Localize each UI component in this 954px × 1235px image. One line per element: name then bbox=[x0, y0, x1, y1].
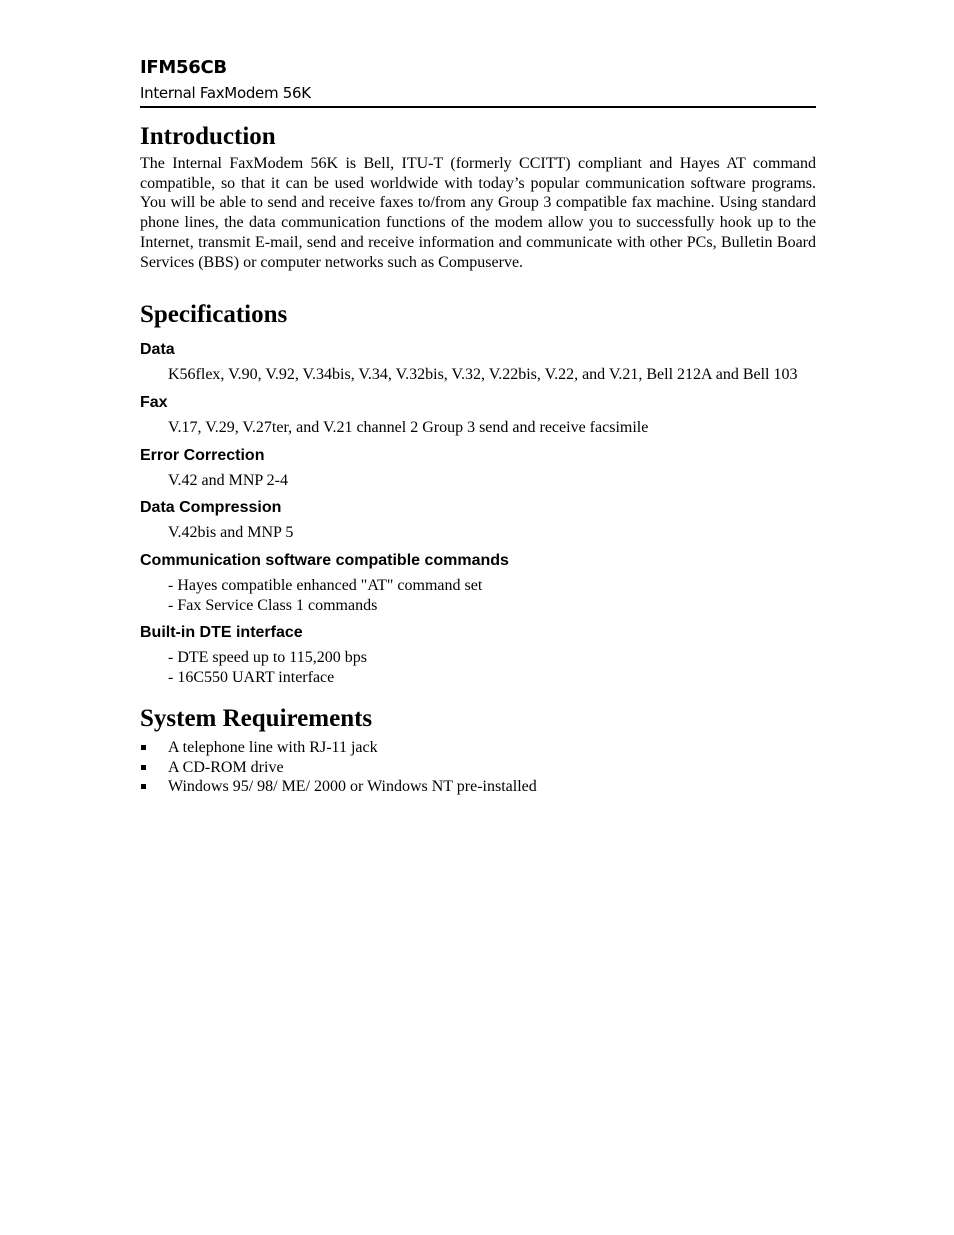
spec-line: - 16C550 UART interface bbox=[168, 669, 335, 687]
spec-heading: Data Compression bbox=[140, 499, 282, 517]
header-model-name: IFM56CB bbox=[140, 57, 227, 78]
spec-line: V.42 and MNP 2-4 bbox=[168, 471, 289, 489]
spec-item-commands bbox=[140, 551, 816, 615]
list-item-text: A CD-ROM drive bbox=[168, 758, 284, 776]
square-bullet-icon bbox=[141, 784, 146, 789]
list-item bbox=[140, 758, 816, 778]
list-item bbox=[140, 738, 816, 758]
spec-heading: Fax bbox=[140, 393, 168, 411]
specifications-title: Specifications bbox=[140, 301, 288, 329]
spec-heading: Built-in DTE interface bbox=[140, 624, 303, 642]
document-page bbox=[140, 56, 816, 797]
spec-value bbox=[140, 471, 816, 491]
spec-value bbox=[140, 523, 816, 543]
spec-heading: Data bbox=[140, 341, 175, 359]
spec-line: - Fax Service Class 1 commands bbox=[168, 596, 378, 614]
spec-value bbox=[140, 576, 816, 615]
list-item-text: A telephone line with RJ-11 jack bbox=[168, 738, 378, 756]
spec-item-data-compression bbox=[140, 498, 816, 543]
spec-value bbox=[140, 365, 816, 385]
spec-value bbox=[140, 418, 816, 438]
header-product-name: Internal FaxModem 56K bbox=[140, 84, 311, 102]
system-requirements-list bbox=[140, 738, 816, 797]
spec-line: V.17, V.29, V.27ter, and V.21 channel 2 Group 3 send and receive facsimile bbox=[168, 418, 649, 436]
spec-item-fax bbox=[140, 393, 816, 438]
header-rule bbox=[140, 106, 816, 108]
spec-item-error-correction bbox=[140, 446, 816, 491]
spec-item-dte-interface bbox=[140, 623, 816, 687]
spec-value bbox=[140, 648, 816, 687]
spec-line: V.42bis and MNP 5 bbox=[168, 524, 294, 542]
introduction-paragraph: The Internal FaxModem 56K is Bell, ITU-T (formerly CCITT) compliant and Hayes AT command compatible, so that it can be used worldwide with today’s popular communication software programs. You will be able to send and receive faxes to/from any Group 3 compatible fax machine. Using standard phone lines, the data communication functions of the modem allow you to successfully hook up to the Internet, transmit E-mail, send and receive information and communicate with other PCs, Bulletin Board Services (BBS) or computer networks such as Compuserve. bbox=[140, 155, 816, 271]
spec-line: K56flex, V.90, V.92, V.34bis, V.34, V.32bis, V.32, V.22bis, V.22, and V.21, Bell 212A and Bell 103 bbox=[168, 366, 798, 384]
spec-line: - DTE speed up to 115,200 bps bbox=[168, 649, 367, 667]
spec-heading: Error Correction bbox=[140, 446, 265, 464]
introduction-title: Introduction bbox=[140, 123, 276, 150]
square-bullet-icon bbox=[141, 745, 146, 750]
system-requirements-title: System Requirements bbox=[140, 704, 373, 732]
spec-line: - Hayes compatible enhanced "AT" command set bbox=[168, 577, 483, 595]
square-bullet-icon bbox=[141, 765, 146, 770]
list-item bbox=[140, 777, 816, 797]
spec-heading: Communication software compatible commands bbox=[140, 552, 509, 570]
list-item-text: Windows 95/ 98/ ME/ 2000 or Windows NT pre-installed bbox=[168, 778, 537, 796]
spec-item-data bbox=[140, 340, 816, 385]
